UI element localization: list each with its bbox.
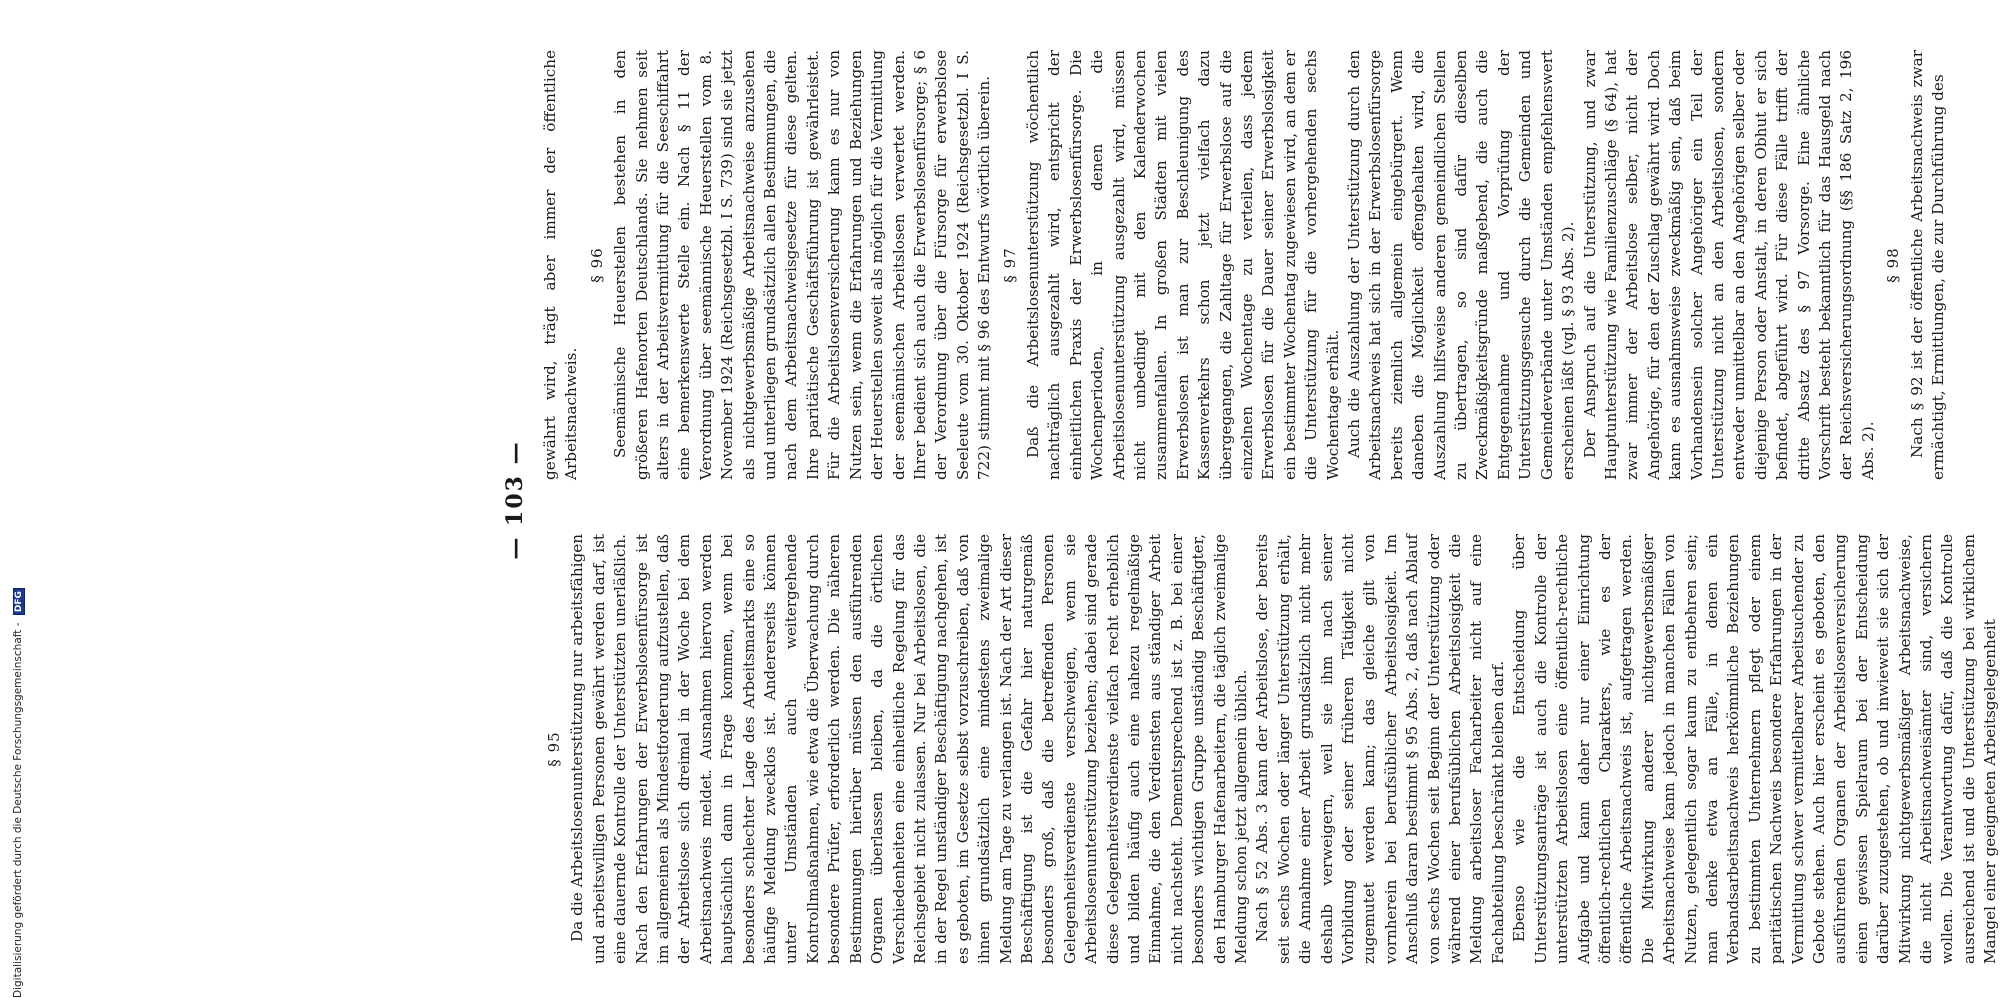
left-column xyxy=(540,534,2002,964)
digitization-credit-strip xyxy=(0,0,24,1000)
paragraph: Da die Arbeitslosenunterstützung nur arbeitsfähigen und arbeitswilligen Personen gewährt werden darf, ist eine dauernde Kontrolle der Unterstützten unerläßlich. Nach den Erfahrungen der Erwerbslosenfürsorge ist im allgemeinen als Mindestforderung aufzustellen, daß der Arbeitslose sich dreimal in der Woche bei dem Arbeitsnachweis meldet. Ausnahmen hiervon werden hauptsächlich dann in Frage kommen, wenn bei besonders schlechter Lage des Arbeitsmarkts eine so häufige Meldung zwecklos ist. Andererseits können unter Umständen auch weitergehende Kontrollmaßnahmen, wie etwa die Überwachung durch besondere Prüfer, erforderlich werden. Die näheren Bestimmungen hierüber müssen den ausführenden Organen überlassen bleiben, da die örtlichen Verschiedenheiten eine einheitliche Regelung für das Reichsgebiet nicht zulassen. Nur bei Arbeitslosen, die in der Regel unständiger Beschäftigung nachgehen, ist es geboten, im Gesetze selbst vorzuschreiben, daß von ihnen grundsätzlich eine mindestens zweimalige Meldung am Tage zu verlangen ist. Nach der Art dieser Beschäftigung ist die Gefahr hier naturgemäß besonders groß, daß die betreffenden Personen Gelegenheitsverdienste verschweigen, wenn sie Arbeitslosenunterstützung beziehen; dabei sind gerade diese Gelegenheitsverdienste vielfach recht erheblich und bilden häufig auch eine nahezu regelmäßige Einnahme, die den Verdiensten aus ständiger Arbeit nicht nachsteht. Dementsprechend ist z. B. bei einer besonders wichtigen Gruppe unständig Beschäftigter, den Hamburger Hafenarbeitern, die täglich zweimalige Meldung schon jetzt allgemein üblich. xyxy=(568,534,1250,964)
page-number: — 103 — xyxy=(502,440,528,560)
credit-text: Digitalisierung gefördert durch die Deutsche Forschungsgemeinschaft - xyxy=(12,622,24,998)
right-column xyxy=(540,50,1949,480)
paragraph: Auch die Auszahlung der Unterstützung durch den Arbeitsnachweis hat sich in der Erwerbslosenfürsorge bereits ziemlich allgemein eingebürgert. Wenn daneben die Möglichkeit offengehalten wird, die Auszahlung hilfsweise anderen gemeindlichen Stellen zu übertragen, so sind dafür dieselben Zweckmäßigkeitsgründe maßgebend, die auch die Entgegennahme und Vorprüfung der Unterstützungsgesuche durch die Gemeinden und Gemeindeverbände unter Umständen empfehlenswert erscheinen läßt (vgl. § 93 Abs. 2). xyxy=(1345,50,1578,480)
section-heading-98: § 98 xyxy=(1884,247,1903,283)
paragraph: Ebenso wie die Entscheidung über Unterstützungsanträge ist auch die Kontrolle der unterstützten Arbeitslosen eine öffentlich-rechtliche Aufgabe und kann daher nur einer Einrichtung öffentlich-rechtlichen Charakters, wie es der öffentliche Arbeitsnachweis ist, aufgetragen werden. Die Mitwirkung anderer nichtgewerbsmäßiger Arbeitsnachweise kann jedoch in manchen Fällen von Nutzen, gelegentlich sogar kaum zu entbehren sein; man denke etwa an Fälle, in denen ein Verbandsarbeitsnachweis herkömmliche Beziehungen zu bestimmten Unternehmern pflegt oder einem paritätischen Nachweis besondere Erfahrungen in der Vermittlung schwer vermittelbarer Arbeitsuchender zu Gebote stehen. Auch hier erscheint es geboten, den ausführenden Organen der Arbeitslosenversicherung einen gewissen Spielraum bei der Entscheidung darüber zuzugestehen, ob und inwieweit sie sich der Mitwirkung nichtgewerbsmäßiger Arbeitsnachweise, die nicht Arbeitsnachweisämter sind, versichern wollen. Die Verantwortung dafür, daß die Kontrolle ausreichend ist und die Unterstützung bei wirklichem Mangel einer geeigneten Arbeitsgelegenheit xyxy=(1510,534,2000,964)
section-heading-95: § 95 xyxy=(545,731,563,767)
scanned-page xyxy=(150,0,2000,1000)
paragraph: Daß die Arbeitslosenunterstützung wöchentlich nachträglich ausgezahlt wird, entspricht der einheitlichen Praxis der Erwerbslosenfürsorge. Die Wochenperioden, in denen die Arbeitslosenunterstützung ausgezahlt wird, müssen nicht unbedingt mit den Kalenderwochen zusammenfallen. In großen Städten mit vielen Erwerbslosen ist man zur Beschleunigung des Kassenverkehrs schon jetzt vielfach dazu übergegangen, die Zahltage für Erwerbslose auf die einzelnen Wochentage zu verteilen, dass jedem Erwerbslosen für die Dauer seiner Erwerbslosigkeit ein bestimmter Wochentag zugewiesen wird, an dem er die Unterstützung für die vorhergehenden sechs Wochentage erhält. xyxy=(1023,50,1342,480)
dfg-logo: DFG xyxy=(13,588,25,615)
paragraph: Seemännische Heuerstellen bestehen in den größeren Hafenorten Deutschlands. Sie nehmen seit alters in der Arbeitsvermittlung für die Seeschiffahrt eine bemerkenswerte Stelle ein. Nach § 11 der Verordnung über seemännische Heuerstellen vom 8. November 1924 (Reichsgesetzbl. I S. 739) sind sie jetzt als nichtgewerbsmäßige Arbeitsnachweise anzusehen und unterliegen grundsätzlich allen Bestimmungen, die nach dem Arbeitsnachweisgesetze für diese gelten. Ihre paritätische Geschäftsführung ist gewährleistet. Für die Arbeitslosenversicherung kann es nur von Nutzen sein, wenn die Erfahrungen und Beziehungen der Heuerstellen soweit als möglich für die Vermittlung der seemännischen Arbeitslosen verwertet werden. Ihrer bedient sich auch die Erwerbslosenfürsorge; § 6 der Verordnung über die Fürsorge für erwerbslose Seeleute vom 30. Oktober 1924 (Reichsgesetzbl. I S. 722) stimmt mit § 96 des Entwurfs wörtlich überein. xyxy=(611,50,994,480)
digitization-credit xyxy=(12,588,25,998)
section-heading-96: § 96 xyxy=(587,247,606,283)
paragraph: Nach § 52 Abs. 3 kann der Arbeitslose, der bereits seit sechs Wochen oder länger Unterstützung erhält, die Annahme einer Arbeit grundsätzlich nicht mehr deshalb verweigern, weil sie ihm nach seiner Vorbildung oder seiner früheren Tätigkeit nicht zugemutet werden kann; das gleiche gilt von vornherein bei berufsüblicher Arbeitslosigkeit. Im Anschluß daran bestimmt § 95 Abs. 2, daß nach Ablauf von sechs Wochen seit Beginn der Unterstützung oder während einer berufsüblichen Arbeitslosigkeit die Meldung arbeitsloser Facharbeiter nicht auf eine Fachabteilung beschränkt bleiben darf. xyxy=(1253,534,1507,964)
paragraph: Der Anspruch auf die Unterstützung, und zwar Hauptunterstützung wie Familienzuschläge (§ 64), hat zwar immer der Arbeitslose selber, nicht der Angehörige, für den der Zuschlag gewährt wird. Doch kann es ausnahmsweise zweckmäßig sein, daß beim Vorhandensein solcher Angehöriger ein Teil der Unterstützung nicht an den Arbeitslosen, sondern entweder unmittelbar an den Angehörigen selber oder diejenige Person oder Anstalt, in deren Obhut er sich befindet, abgeführt wird. Für diese Fälle trifft der dritte Absatz des § 97 Vorsorge. Eine ähnliche Vorschrift besteht bekanntlich für das Hausgeld nach der Reichsversicherungsordnung (§§ 186 Satz 2, 196 Abs. 2). xyxy=(1580,50,1877,480)
section-heading-97: § 97 xyxy=(1000,247,1019,283)
paragraph: Nach § 92 ist der öffentliche Arbeitsnachweis zwar ermächtigt, Ermittlungen, die zur Durchführung des xyxy=(1907,50,1947,480)
paragraph: gewährt wird, trägt aber immer der öffentliche Arbeitsnachweis. xyxy=(541,50,581,480)
